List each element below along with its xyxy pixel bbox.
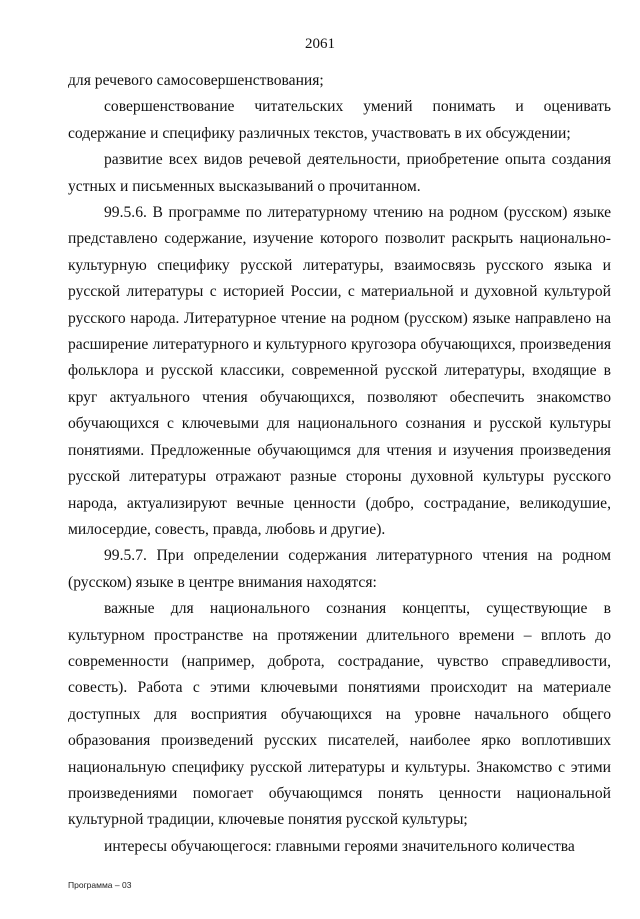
paragraph-continuation: для речевого самосовершенствования; bbox=[68, 72, 324, 89]
page-number: 2061 bbox=[305, 36, 335, 52]
paragraph-99-5-6: 99.5.6. В программе по литературному чтению на родном (русском) языке представлено содержание, изучение которого позволит раскрыть национально-культурную специфику русской литературы, взаимосвязь русского языка и русской литературы с историей России, с материальной и духовной культурой русского народа. Литературное чтение на родном (русском) языке направлено на расширение литературного и культурного кругозора обучающихся, произведения фольклора и русской классики, современной русской литературы, входящие в круг актуального чтения обучающихся, позволяют обеспечить знакомство обучающихся с ключевыми для национального сознания и русской культуры понятиями. Предложенные обучающимся для чтения и изучения произведения русской литературы отражают разные стороны духовной культуры русского народа, актуализируют вечные ценности (добро, сострадание, великодушие, милосердие, совесть, правда, любовь и другие). bbox=[68, 204, 611, 538]
paragraph-interests: интересы обучающегося: главными героями значительного количества bbox=[104, 837, 575, 855]
body-text bbox=[68, 68, 611, 860]
paragraph-concepts: важные для национального сознания концепты, существующие в культурном пространстве на протяжении длительного времени – вплоть до современности (например, доброта, сострадание, чувство справедливости, совесть). Работа с этими ключевыми понятиями происходит на материале доступных для восприятия обучающихся на уровне начального общего образования произведений русских писателей, наиболее ярко воплотивших национальную специфику русской литературы и культуры. Знакомство с этими произведениями помогает обучающимся понять ценности национальной культурной традиции, ключевые понятия русской культуры; bbox=[68, 600, 611, 829]
paragraph-reading-skills: совершенствование читательских умений понимать и оценивать содержание и специфику различных текстов, участвовать в их обсуждении; bbox=[68, 98, 611, 142]
paragraph-99-5-7: 99.5.7. При определении содержания литературного чтения на родном (русском) языке в центре внимания находятся: bbox=[68, 547, 611, 591]
page-footer: Программа – 03 bbox=[68, 880, 132, 890]
paragraph-speech-development: развитие всех видов речевой деятельности, приобретение опыта создания устных и письменных высказываний о прочитанном. bbox=[68, 151, 611, 195]
